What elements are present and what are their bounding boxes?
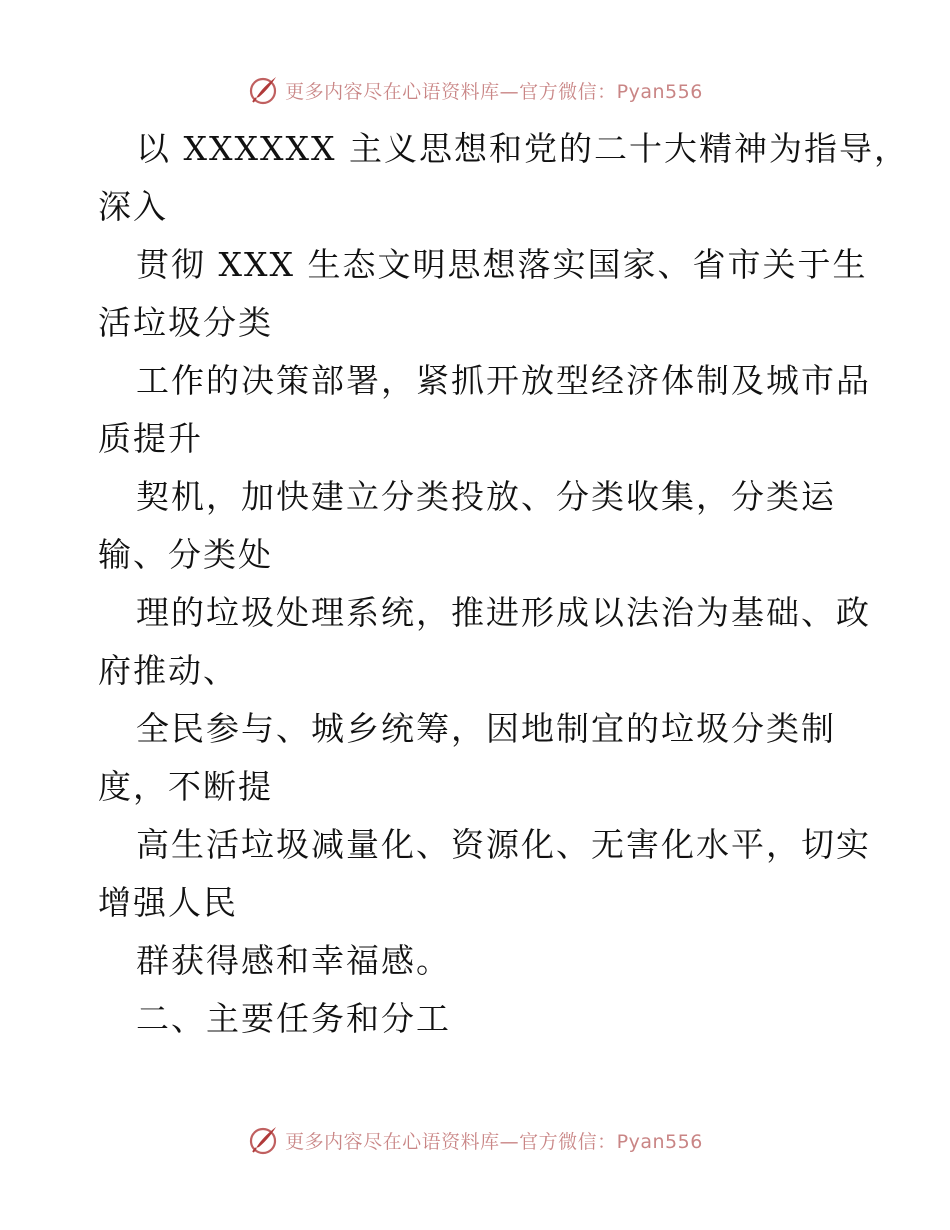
text-line: 活垃圾分类	[98, 303, 273, 342]
watermark-text: 更多内容尽在心语资料库—官方微信：Pyan556	[285, 80, 703, 103]
text-line: 工作的决策部署，紧抓开放型经济体制及城市品	[136, 361, 871, 400]
text-line: 以 XXXXXX 主义思想和党的二十大精神为指导，	[136, 129, 909, 168]
text-line: 深入	[98, 187, 168, 226]
watermark-text: 更多内容尽在心语资料库—官方微信：Pyan556	[285, 1130, 703, 1153]
document-body	[98, 120, 909, 1048]
text-line: 群获得感和幸福感。	[136, 941, 451, 980]
text-line: 契机，加快建立分类投放、分类收集，分类运	[136, 477, 836, 516]
text-line: 全民参与、城乡统筹，因地制宜的垃圾分类制	[136, 709, 836, 748]
text-line: 贯彻 XXX 生态文明思想落实国家、省市关于生	[136, 245, 868, 284]
text-line: 高生活垃圾减量化、资源化、无害化水平，切实	[136, 825, 871, 864]
text-line: 质提升	[98, 419, 203, 458]
text-line: 增强人民	[98, 883, 238, 922]
text-line: 输、分类处	[98, 535, 273, 574]
text-line: 二、主要任务和分工	[136, 999, 451, 1038]
header-watermark	[0, 70, 950, 110]
feather-pen-logo-icon	[247, 74, 279, 106]
footer-watermark	[0, 1120, 950, 1160]
text-line: 理的垃圾处理系统，推进形成以法治为基础、政	[136, 593, 871, 632]
feather-pen-logo-icon	[247, 1124, 279, 1156]
text-line: 府推动、	[98, 651, 238, 690]
text-line: 度，不断提	[98, 767, 273, 806]
